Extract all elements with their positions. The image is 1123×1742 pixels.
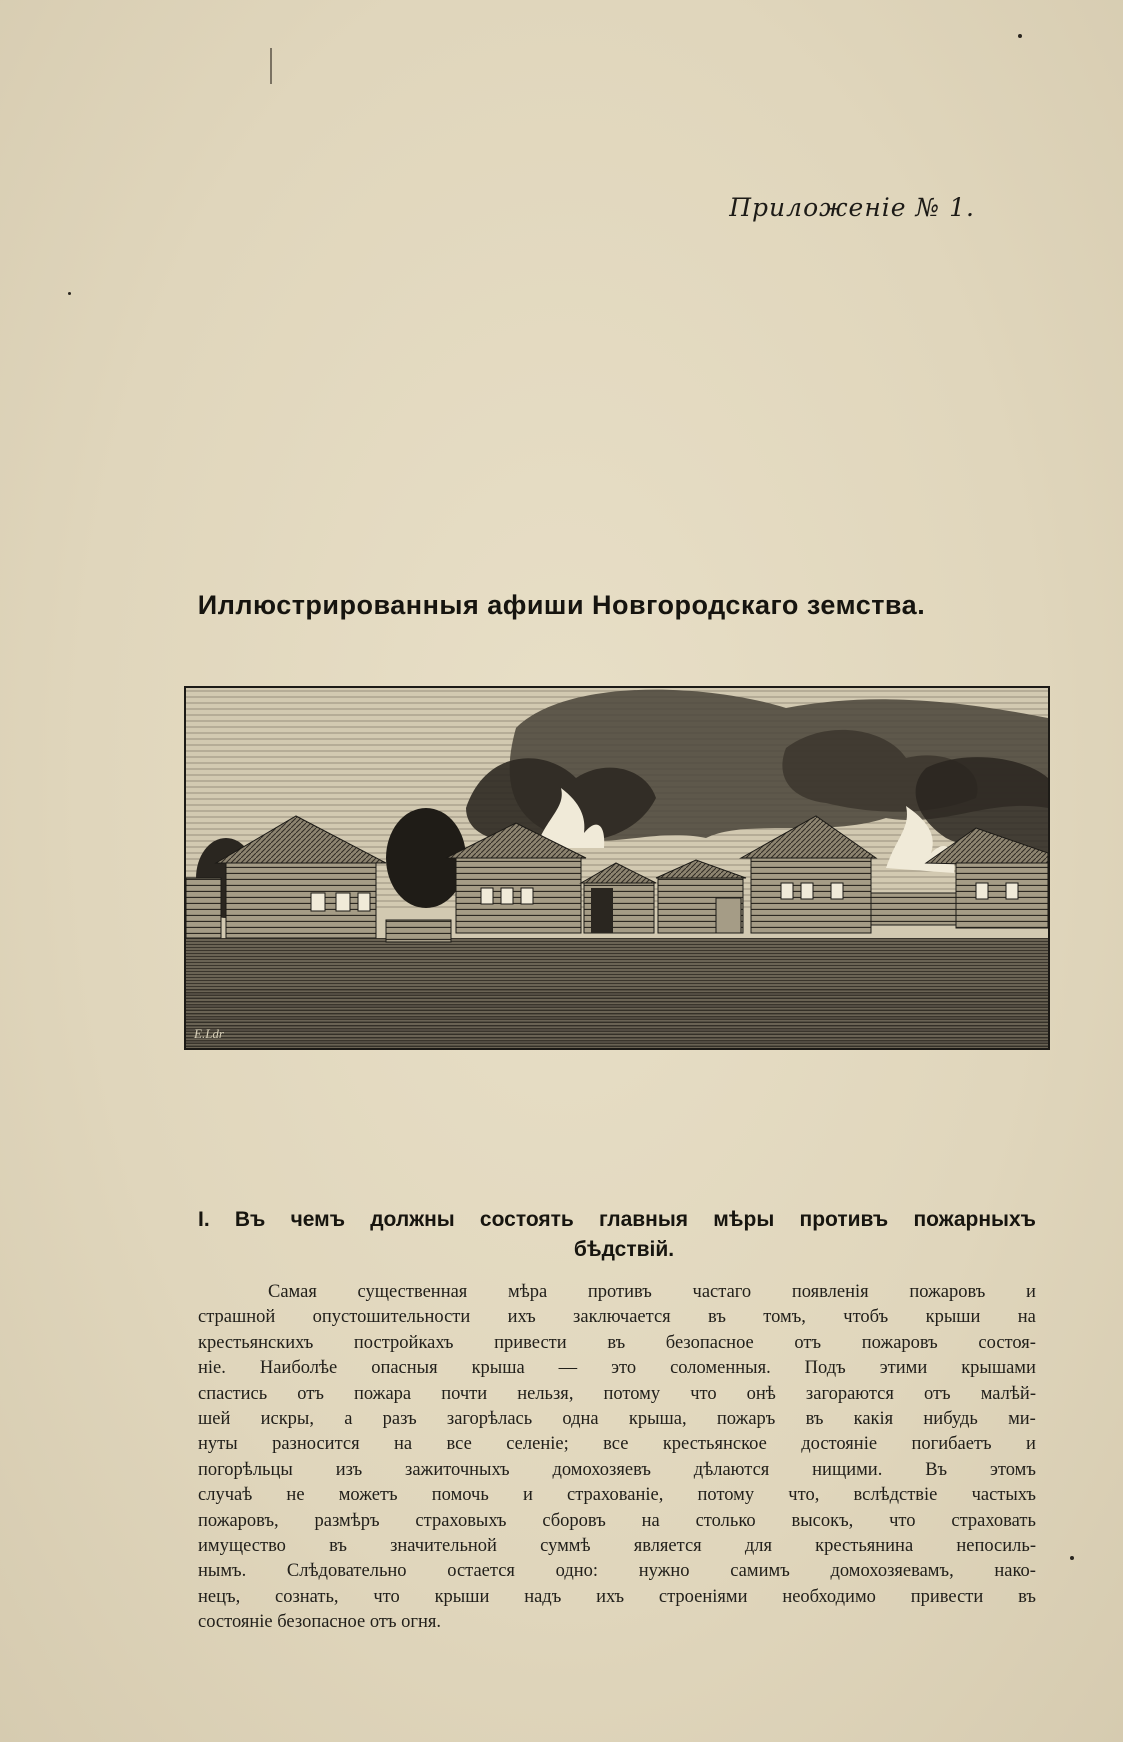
section-heading-word: чемъ xyxy=(290,1208,346,1231)
body-line: Самая существенная мѣра противъ частаго появленія пожаровъ и xyxy=(268,1282,1036,1302)
body-line: состояніе безопасное отъ огня. xyxy=(198,1612,442,1633)
section-heading xyxy=(198,1205,1036,1265)
margin-mark xyxy=(270,48,272,84)
section-heading-line2: бѣдствій. xyxy=(573,1238,675,1261)
engraver-signature: E.Ldr xyxy=(194,1026,224,1041)
body-line: страшной опустошительности ихъ заключается въ томъ, чтобъ крыши на xyxy=(198,1307,1036,1328)
section-heading-word: пожарныхъ xyxy=(913,1208,1036,1231)
body-line: нымъ. Слѣдовательно остается одно: нужно самимъ домохозяевамъ, нако- xyxy=(198,1561,1036,1582)
speck xyxy=(68,292,71,295)
speck xyxy=(1070,1556,1074,1560)
body-line: спастись отъ пожара почти нельзя, потому что онѣ загораются отъ малѣй- xyxy=(198,1383,1036,1404)
body-line: имущество въ значительной суммѣ является для крестьянина непосиль- xyxy=(198,1536,1036,1557)
section-heading-word: главныя xyxy=(599,1208,689,1231)
body-line: нуты разносится на все селеніе; все крестьянское достояніе погибаетъ и xyxy=(198,1434,1036,1455)
body-line: нецъ, сознать, что крыши надъ ихъ строеніями необходимо привести въ xyxy=(198,1586,1036,1607)
section-heading-word: должны xyxy=(370,1208,455,1231)
section-heading-word: Въ xyxy=(234,1208,266,1231)
section-heading-word: противъ xyxy=(799,1208,889,1231)
village-fire-engraving xyxy=(184,686,1050,1050)
body-line: шей искры, а разъ загорѣлась одна крыша, пожаръ въ какія нибудь ми- xyxy=(198,1409,1036,1430)
body-line: погорѣльцы изъ зажиточныхъ домохозяевъ дѣлаются нищими. Въ этомъ xyxy=(198,1459,1036,1480)
section-heading-word: мѣры xyxy=(713,1208,775,1231)
body-line: пожаровъ, размѣръ страховыхъ сборовъ на столько высокъ, что страховать xyxy=(198,1510,1036,1531)
body-line: случаѣ не можетъ помочь и страхованіе, потому что, вслѣдствіе частыхъ xyxy=(198,1485,1036,1506)
section-number: I. xyxy=(198,1208,210,1231)
body-paragraph xyxy=(198,1280,1036,1636)
section-heading-word: состоять xyxy=(479,1208,574,1231)
page-title: Иллюстрированныя афиши Новгородскаго земства. xyxy=(197,590,926,620)
speck xyxy=(1018,34,1022,38)
body-line: ніе. Наиболѣе опасныя крыша — это соломенныя. Подъ этими крышами xyxy=(198,1358,1036,1379)
body-line: крестьянскихъ постройкахъ привести въ безопасное отъ пожаровъ состоя- xyxy=(198,1332,1036,1353)
appendix-label: Приложеніе № 1. xyxy=(729,193,975,222)
